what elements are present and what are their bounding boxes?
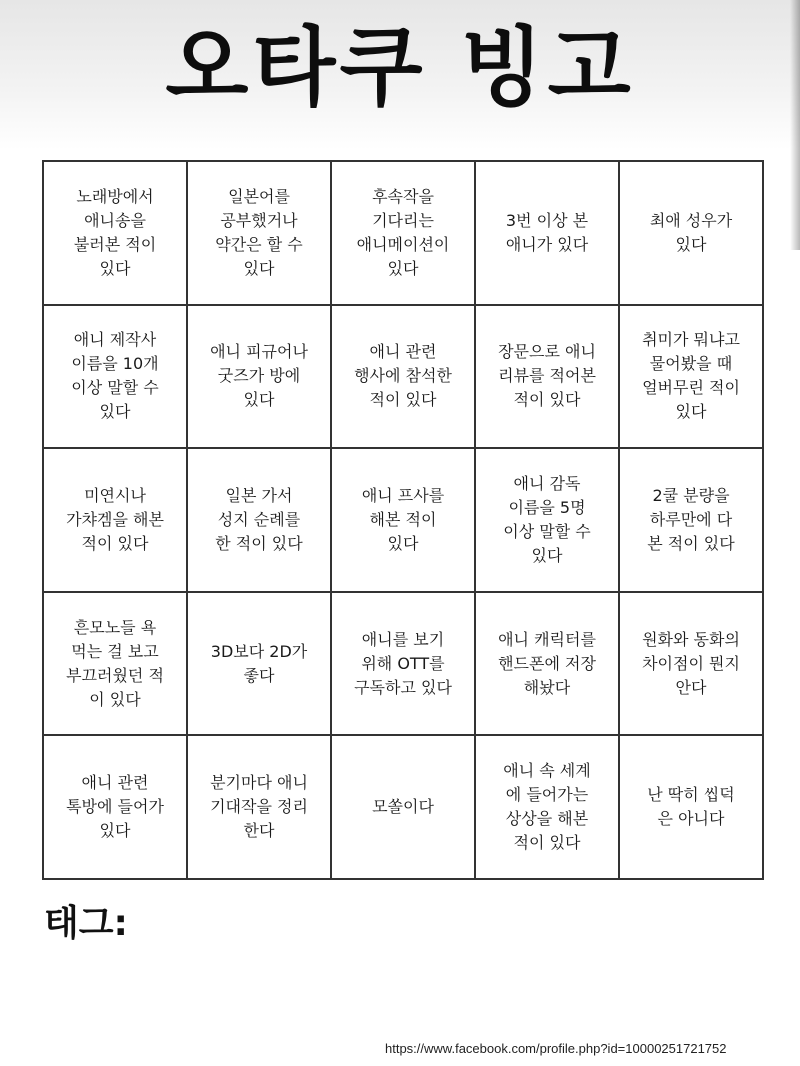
bingo-cell: 3번 이상 본 애니가 있다 (476, 162, 620, 306)
bingo-cell: 애니 관련 행사에 참석한 적이 있다 (332, 306, 476, 450)
bingo-cell: 애니 감독 이름을 5명 이상 말할 수 있다 (476, 449, 620, 593)
bingo-cell: 분기마다 애니 기대작을 정리 한다 (188, 736, 332, 880)
bingo-cell: 흔모노들 욕 먹는 걸 보고 부끄러웠던 적 이 있다 (44, 593, 188, 737)
bingo-cell: 노래방에서 애니송을 불러본 적이 있다 (44, 162, 188, 306)
bingo-cell: 애니 관련 톡방에 들어가 있다 (44, 736, 188, 880)
bingo-cell: 2쿨 분량을 하루만에 다 본 적이 있다 (620, 449, 764, 593)
tag-label: 태그: (44, 903, 128, 944)
bingo-cell: 3D보다 2D가 좋다 (188, 593, 332, 737)
bingo-cell: 난 딱히 씹덕 은 아니다 (620, 736, 764, 880)
bingo-cell: 애니 속 세계 에 들어가는 상상을 해본 적이 있다 (476, 736, 620, 880)
bingo-cell: 후속작을 기다리는 애니메이션이 있다 (332, 162, 476, 306)
bingo-cell: 장문으로 애니 리뷰를 적어본 적이 있다 (476, 306, 620, 450)
bingo-cell: 최애 성우가 있다 (620, 162, 764, 306)
bingo-cell: 애니 캐릭터를 핸드폰에 저장 해놨다 (476, 593, 620, 737)
bingo-cell: 미연시나 가챠겜을 해본 적이 있다 (44, 449, 188, 593)
bingo-cell: 애니 피규어나 굿즈가 방에 있다 (188, 306, 332, 450)
bingo-grid (42, 160, 764, 880)
bingo-cell: 애니 프사를 해본 적이 있다 (332, 449, 476, 593)
bingo-cell: 취미가 뭐냐고 물어봤을 때 얼버무린 적이 있다 (620, 306, 764, 450)
bingo-cell: 애니 제작사 이름을 10개 이상 말할 수 있다 (44, 306, 188, 450)
bingo-cell: 일본 가서 성지 순례를 한 적이 있다 (188, 449, 332, 593)
page-title: 오타쿠 빙고 (165, 18, 635, 118)
source-url: https://www.facebook.com/profile.php?id=10000251721752 (385, 1041, 727, 1056)
bingo-cell: 원화와 동화의 차이점이 뭔지 안다 (620, 593, 764, 737)
bingo-cell: 모쏠이다 (332, 736, 476, 880)
bingo-cell: 일본어를 공부했거나 약간은 할 수 있다 (188, 162, 332, 306)
bingo-cell: 애니를 보기 위해 OTT를 구독하고 있다 (332, 593, 476, 737)
